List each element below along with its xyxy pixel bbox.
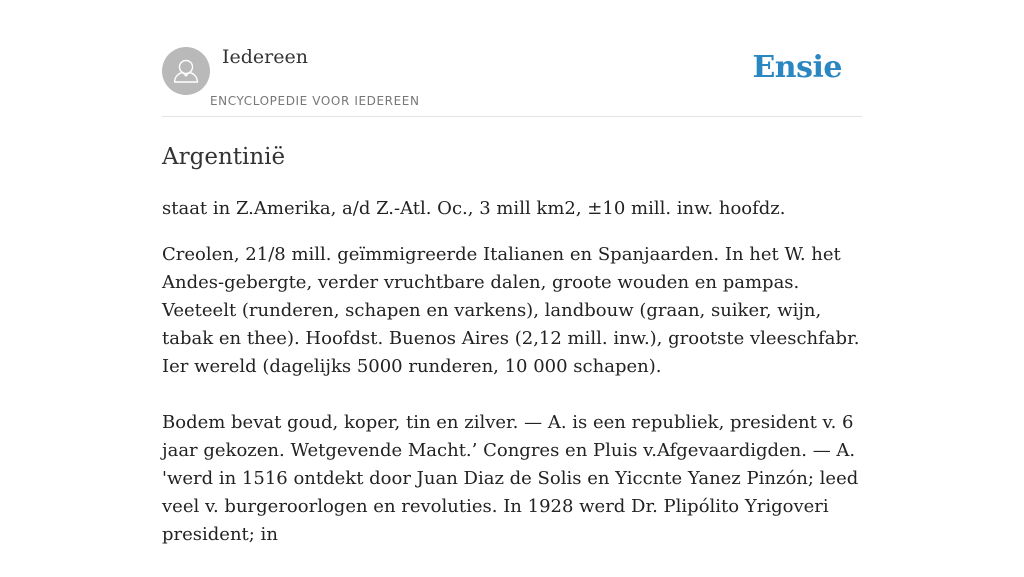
user-avatar-icon[interactable]	[162, 47, 210, 95]
article-body	[162, 241, 862, 549]
page-container	[162, 0, 862, 577]
page-header	[162, 0, 862, 117]
article-lead: staat in Z.Amerika, a/d Z.-Atl. Oc., 3 mill km2, ±10 mill. inw. hoofdz.	[162, 198, 786, 219]
article-paragraph: Bodem bevat goud, koper, tin en zilver. — A. is een republiek, president v. 6 jaar gekozen. Wetgevende Macht.’ Congres en Pluis v.Afgevaardigden. — A. 'werd in 1516 ontdekt door Juan Diaz de Solis en Yiccnte Yanez Pinzón; leed veel v. burgeroorlogen en revoluties. In 1928 werd Dr. Plipólito Yrigoveri president; in	[162, 412, 859, 545]
article-title: Argentinië	[162, 144, 286, 170]
site-tagline: ENCYCLOPEDIE VOOR IEDEREEN	[210, 94, 420, 108]
article-paragraph: Creolen, 21/8 mill. geïmmigreerde Italianen en Spanjaarden. In het W. het Andes-gebergte, verder vruchtbare dalen, groote wouden en pampas. Veeteelt (runderen, schapen en varkens), landbouw (graan, suiker, wijn, tabak en thee). Hoofdst. Buenos Aires (2,12 mill. inw.), grootste vleeschfabr. Ier wereld (dagelijks 5000 runderen, 10 000 schapen).	[162, 244, 860, 377]
author-name[interactable]: Iedereen	[222, 46, 308, 68]
ensie-logo-link[interactable]: Ensie	[752, 50, 842, 85]
